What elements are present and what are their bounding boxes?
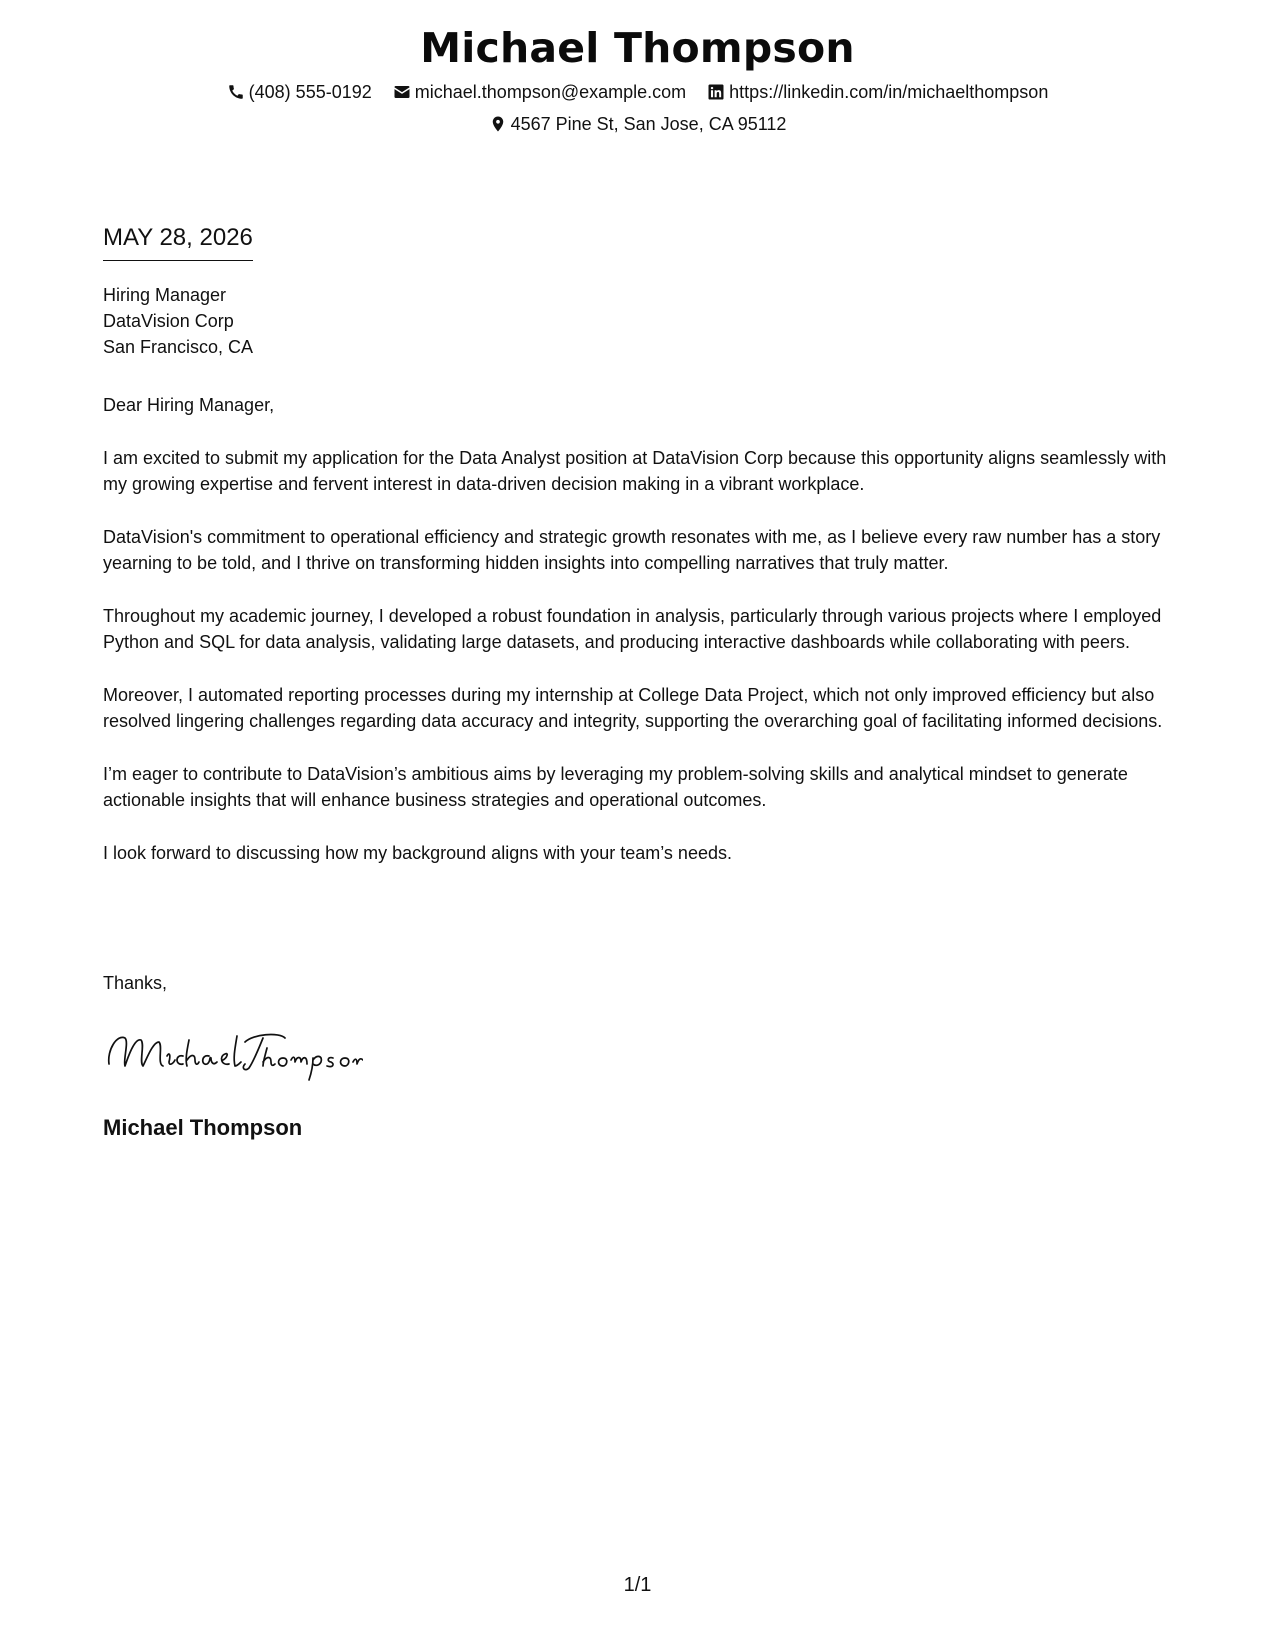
body-paragraph: DataVision's commitment to operational efficiency and strategic growth resonates with me, as I believe every raw number has a story yearning to be told, and I thrive on transforming hidden insights into compelling narratives that truly matter. (103, 527, 1161, 573)
phone-icon (227, 83, 245, 101)
address-text: 4567 Pine St, San Jose, CA 95112 (510, 114, 787, 134)
letter-date: MAY 28, 2026 (103, 222, 253, 261)
page-number: 1/1 (623, 1574, 652, 1596)
recipient-location: San Francisco, CA (103, 337, 254, 357)
letter-body (103, 392, 1178, 893)
contact-row-primary (0, 80, 1275, 107)
recipient-block (103, 282, 253, 360)
envelope-icon (393, 83, 411, 101)
body-paragraph: Throughout my academic journey, I developed a robust foundation in analysis, particularly through various projects where I employed Python and SQL for data analysis, validating large datasets, and producing interactive dashboards while collaborating with peers. (103, 606, 1162, 652)
body-paragraph: Moreover, I automated reporting processes during my internship at College Data Project, which not only improved efficiency but also resolved lingering challenges regarding data accuracy and integrity, supporting the overarching goal of facilitating informed decisions. (103, 685, 1163, 731)
salutation: Dear Hiring Manager, (103, 395, 275, 415)
applicant-name: Michael Thompson (420, 24, 855, 72)
phone-number: (408) 555-0192 (248, 82, 372, 102)
contact-row-address (0, 112, 1275, 139)
signer-name: Michael Thompson (103, 1115, 303, 1140)
contact-address (489, 112, 787, 136)
contact-email (393, 80, 686, 104)
body-paragraph: I am excited to submit my application for the Data Analyst position at DataVision Corp because this opportunity aligns seamlessly with my growing expertise and fervent interest in data-driven decision making in a vibrant workplace. (103, 448, 1167, 494)
closing-line: Thanks, (103, 973, 168, 993)
contact-linkedin (707, 80, 1048, 104)
handwritten-signature (103, 1026, 363, 1084)
signature-drawing (103, 1026, 363, 1084)
linkedin-url[interactable]: https://linkedin.com/in/michaelthompson (729, 82, 1049, 102)
contact-phone (227, 80, 372, 104)
body-paragraph: I look forward to discussing how my background aligns with your team’s needs. (103, 843, 732, 863)
recipient-company: DataVision Corp (103, 311, 234, 331)
linkedin-icon (707, 83, 725, 101)
body-paragraph: I’m eager to contribute to DataVision’s ambitious aims by leveraging my problem-solving skills and analytical mindset to generate actionable insights that will enhance business strategies and operational outcomes. (103, 764, 1128, 810)
recipient-title: Hiring Manager (103, 285, 227, 305)
email-address[interactable]: michael.thompson@example.com (414, 82, 687, 102)
map-pin-icon (489, 115, 507, 133)
